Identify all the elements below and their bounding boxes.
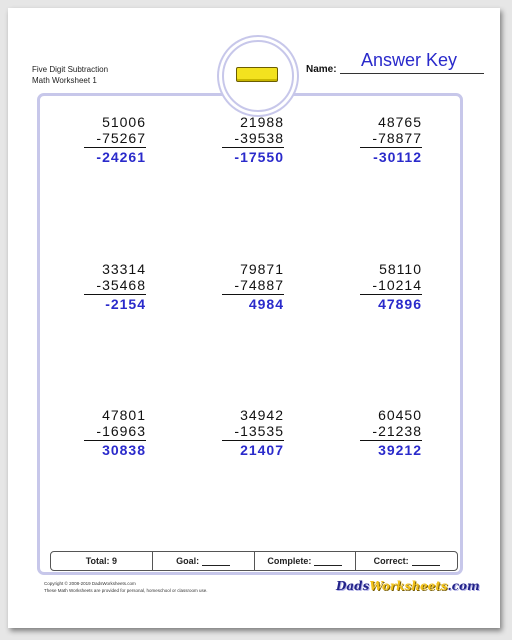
- yellow-bar-icon: [236, 67, 278, 82]
- problem-rule: [360, 440, 422, 441]
- footer-complete-blank: [314, 557, 342, 566]
- copyright-notice: [44, 580, 208, 594]
- problem-bottom: -39538: [234, 130, 284, 146]
- footer-total: [51, 552, 153, 570]
- problem-bottom: -74887: [234, 277, 284, 293]
- worksheet-title-line1: Five Digit Subtraction: [32, 65, 109, 74]
- footer-goal-label: Goal:: [176, 556, 200, 566]
- problem-bottom: -75267: [96, 130, 146, 146]
- problem-rule: [222, 294, 284, 295]
- problem-bottom: -10214: [372, 277, 422, 293]
- problem: [360, 114, 422, 165]
- problem-top: 58110: [379, 261, 422, 277]
- footer-correct: [356, 552, 457, 570]
- problem-rule: [360, 147, 422, 148]
- problem-answer: 30838: [102, 442, 146, 458]
- problems-frame: [37, 93, 463, 575]
- problem-answer: 39212: [378, 442, 422, 458]
- problem-bottom: -35468: [96, 277, 146, 293]
- problem-answer: 47896: [378, 296, 422, 312]
- problem-rule: [84, 147, 146, 148]
- problem: [222, 261, 284, 312]
- name-line: [340, 73, 484, 74]
- footer-total-label: Total: 9: [85, 556, 118, 566]
- copyright-line1: Copyright © 2008-2019 DadsWorksheets.com: [44, 581, 136, 586]
- problem-rule: [360, 294, 422, 295]
- problem-bottom: -21238: [372, 423, 422, 439]
- dadsworksheets-logo: [336, 579, 480, 593]
- problem-top: 33314: [102, 261, 146, 277]
- score-footer: [50, 551, 458, 571]
- footer-correct-label: Correct:: [373, 556, 409, 566]
- footer-complete-label: Complete:: [267, 556, 312, 566]
- problem: [360, 261, 422, 312]
- problem-bottom: -16963: [96, 423, 146, 439]
- problem-top: 34942: [240, 407, 284, 423]
- problem: [222, 114, 284, 165]
- problem-bottom: -13535: [234, 423, 284, 439]
- footer-goal: [153, 552, 255, 570]
- problem: [84, 261, 146, 312]
- name-label: Name:: [306, 64, 337, 75]
- worksheet-title-line2: Math Worksheet 1: [32, 76, 97, 85]
- problem-rule: [84, 294, 146, 295]
- worksheet-badge: [222, 40, 294, 112]
- logo-part-dads: Dads: [336, 579, 370, 593]
- answer-key-label: Answer Key: [360, 50, 458, 70]
- problem-top: 79871: [240, 261, 284, 277]
- problem-bottom: -78877: [372, 130, 422, 146]
- problem-answer: 4984: [248, 296, 284, 312]
- problem: [222, 407, 284, 458]
- problem-rule: [84, 440, 146, 441]
- footer-correct-blank: [412, 557, 440, 566]
- copyright-line2: These Math Worksheets are provided for personal, homeschool or classroom use.: [44, 588, 208, 593]
- logo-part-worksheets: Worksheets: [369, 579, 448, 593]
- logo-part-com: .com: [447, 579, 480, 593]
- problem: [84, 114, 146, 165]
- problem-top: 60450: [378, 407, 422, 423]
- footer-complete: [255, 552, 357, 570]
- footer-goal-blank: [202, 557, 230, 566]
- worksheet-title: [32, 64, 108, 86]
- problem-answer: -24261: [96, 149, 146, 165]
- problem-rule: [222, 147, 284, 148]
- problem: [360, 407, 422, 458]
- problem-answer: 21407: [240, 442, 284, 458]
- problem-top: 21988: [240, 114, 284, 130]
- problem-answer: -17550: [234, 149, 284, 165]
- problem-top: 48765: [378, 114, 422, 130]
- problem-top: 51006: [102, 114, 146, 130]
- problem-answer: -2154: [105, 296, 146, 312]
- problem: [84, 407, 146, 458]
- problem-answer: -30112: [373, 149, 422, 165]
- problem-top: 47801: [102, 407, 146, 423]
- problem-rule: [222, 440, 284, 441]
